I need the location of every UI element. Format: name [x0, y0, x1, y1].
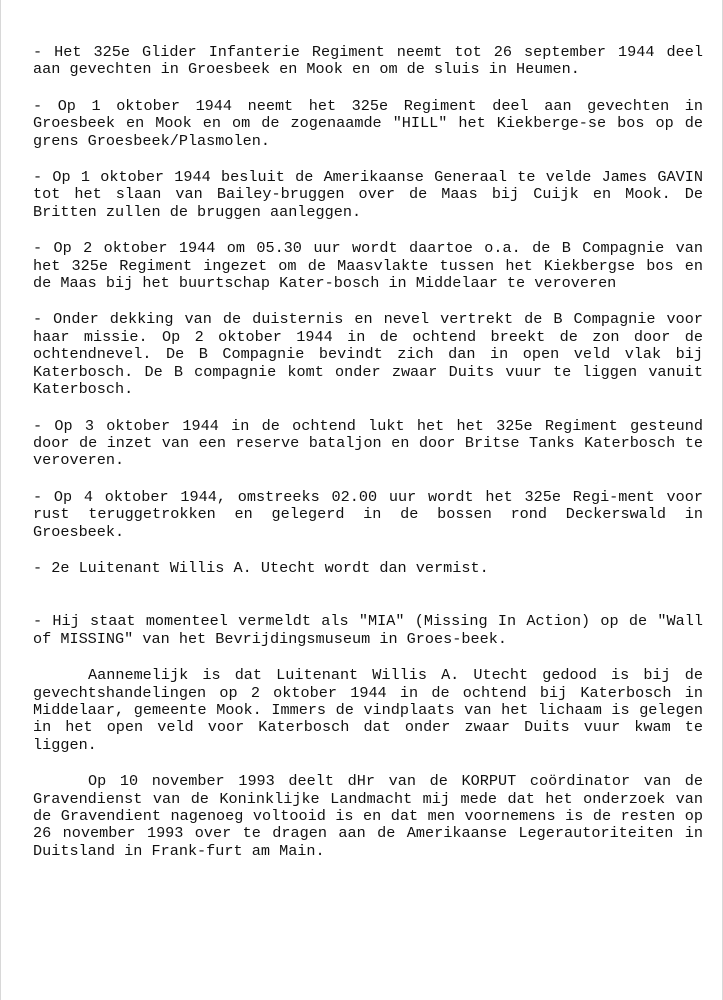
- paragraph-vermist: - 2e Luitenant Willis A. Utecht wordt dan vermist.: [33, 558, 489, 577]
- paragraph-aannemelijk: Aannemelijk is dat Luitenant Willis A. Utecht gedood is bij de gevechtshandelingen op 2 oktober 1944 in de ochtend bij Katerbosch in Middelaar, gemeente Mook. Immers de vindplaats van het lichaam is gelegen in het open veld voor Katerbosch dat onder zwaar Duits vuur kwam te liggen.: [33, 666, 703, 754]
- paragraph-gravendienst: Op 10 november 1993 deelt dHr van de KORPUT coördinator van de Gravendienst van de Koninklijke Landmacht mij mede dat het onderzoek van de Gravendient nagenoeg voltooid is en dat men voornemens is de resten op 26 november 1993 over te dragen aan de Amerikaanse Legerautoriteiten in Duitsland in Frank-furt am Main.: [33, 772, 703, 860]
- paragraph-teruggetrokken: - Op 4 oktober 1944, omstreeks 02.00 uur wordt het 325e Regi-ment voor rust teruggetrokken en gelegerd in de bossen rond Deckerswald in Groesbeek.: [33, 487, 703, 541]
- document-body: [33, 44, 703, 879]
- paragraph-b-compagnie-ingezet: - Op 2 oktober 1944 om 05.30 uur wordt daartoe o.a. de B Compagnie van het 325e Regiment ingezet om de Maasvlakte tussen het Kiekbergse bos en de Maas bij het buurtschap Kater-bosch in Middelaar te veroveren: [33, 239, 703, 293]
- paragraph-bailey-bridges: - Op 1 oktober 1944 besluit de Amerikaanse Generaal te velde James GAVIN tot het slaan van Bailey-bruggen over de Maas bij Cuijk en Mook. De Britten zullen de bruggen aanleggen.: [33, 168, 703, 221]
- paragraph-katerbosch-veroverd: - Op 3 oktober 1944 in de ochtend lukt het het 325e Regiment gesteund door de inzet van een reserve bataljon en door Britse Tanks Katerbosch te veroveren.: [33, 416, 703, 470]
- paragraph-missie: - Onder dekking van de duisternis en nevel vertrekt de B Compagnie voor haar missie. Op 2 oktober 1944 in de ochtend breekt de zon door de ochtendnevel. De B Compagnie bevindt zich dan in open veld vlak bij Katerbosch. De B compagnie komt onder zwaar Duits vuur te liggen vanuit Katerbosch.: [33, 310, 703, 399]
- paragraph-glider-regiment: - Het 325e Glider Infanterie Regiment neemt tot 26 september 1944 deel aan gevechten in Groesbeek en Mook en om de sluis in Heumen.: [33, 43, 703, 79]
- paragraph-mia: - Hij staat momenteel vermeldt als "MIA" (Missing In Action) op de "Wall of MISSING" van het Bevrijdingsmuseum in Groes-beek.: [33, 612, 703, 648]
- paragraph-hill-kiekberge: - Op 1 oktober 1944 neemt het 325e Regiment deel aan gevechten in Groesbeek en Mook en om de zogenaamde "HILL" het Kiekberge-se bos op de grens Groesbeek/Plasmolen.: [33, 96, 703, 150]
